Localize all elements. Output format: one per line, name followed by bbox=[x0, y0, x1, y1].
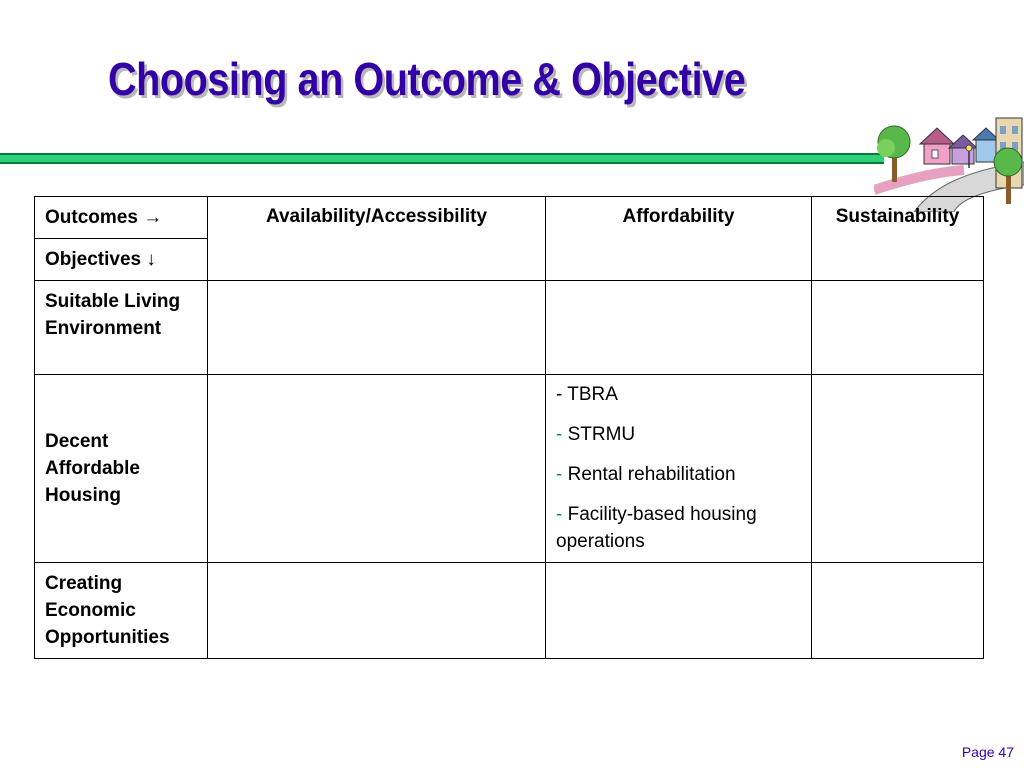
table-cell bbox=[812, 281, 984, 375]
objectives-header-label: Objectives ↓ bbox=[45, 249, 156, 270]
table-cell bbox=[546, 281, 812, 375]
table-cell bbox=[208, 563, 546, 659]
table-cell bbox=[812, 563, 984, 659]
outcomes-header-cell bbox=[35, 197, 208, 239]
row-label-economic-opportunities: Creating Economic Opportunities bbox=[35, 563, 208, 659]
table-header-row bbox=[35, 197, 984, 239]
table-row bbox=[35, 563, 984, 659]
list-item: - TBRA bbox=[556, 384, 618, 405]
list-item: - Rental rehabilitation bbox=[556, 464, 736, 485]
column-header-availability: Availability/Accessibility bbox=[208, 197, 546, 281]
affordability-activities-cell bbox=[546, 375, 812, 563]
table-cell bbox=[546, 563, 812, 659]
page-number: Page 47 bbox=[961, 744, 1014, 760]
objectives-header-cell bbox=[35, 239, 208, 281]
table-cell bbox=[812, 375, 984, 563]
table-cell bbox=[208, 375, 546, 563]
table-cell bbox=[208, 281, 546, 375]
title-divider bbox=[0, 153, 884, 164]
outcome-objective-table bbox=[34, 196, 984, 659]
slide-title: Choosing an Outcome & Objective bbox=[108, 53, 746, 105]
row-label-decent-housing: Decent Affordable Housing bbox=[35, 375, 208, 563]
list-item: - Facility-based housing operations bbox=[556, 504, 757, 552]
list-item: - STRMU bbox=[556, 424, 636, 445]
column-header-sustainability: Sustainability bbox=[812, 197, 984, 281]
table-row bbox=[35, 281, 984, 375]
activity-list bbox=[556, 381, 801, 555]
row-label-suitable-living: Suitable Living Environment bbox=[35, 281, 208, 375]
table-row bbox=[35, 375, 984, 563]
column-header-affordability: Affordability bbox=[546, 197, 812, 281]
outcomes-header-label: Outcomes → bbox=[45, 207, 163, 228]
